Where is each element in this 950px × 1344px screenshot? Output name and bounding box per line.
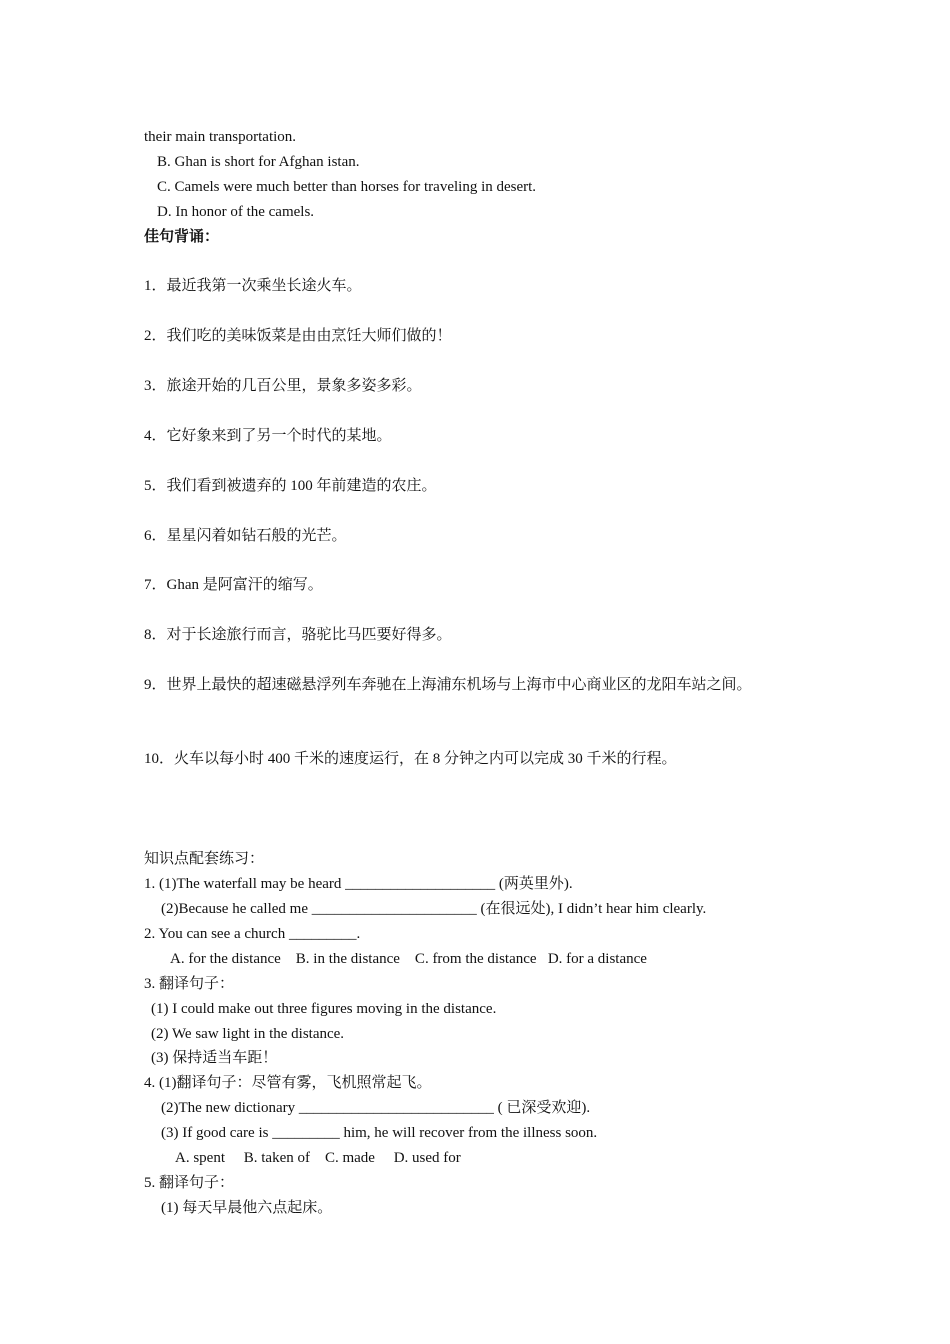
question-2: 2. You can see a church _________. (144, 926, 361, 942)
sentence-item: 6．星星闪着如钻石般的光芒。 (144, 528, 347, 544)
question-4-part-2: (2)The new dictionary __________________________ ( 已深受欢迎). (161, 1100, 591, 1116)
question-3-part-3: (3) 保持适当车距！ (151, 1050, 278, 1066)
question-1-part-2: (2)Because he called me ______________________ (在很远处), I didn’t hear him clearly. (161, 901, 707, 917)
question-5-part-1: (1) 每天早晨他六点起床。 (161, 1200, 333, 1216)
question-5: 5. 翻译句子： (144, 1175, 235, 1191)
question-4-options: A. spent B. taken of C. made D. used for (175, 1150, 461, 1166)
sentence-item: 3．旅途开始的几百公里，景象多姿多彩。 (144, 378, 422, 394)
sentence-item: 2．我们吃的美味饭菜是由由烹饪大师们做的！ (144, 328, 452, 344)
sentences-heading: 佳句背诵： (144, 229, 220, 245)
reading-option-c: C. Camels were much better than horses for traveling in desert. (157, 179, 537, 195)
question-3-part-2: (2) We saw light in the distance. (151, 1026, 345, 1042)
sentence-item: 7．Ghan 是阿富汗的缩写。 (144, 577, 323, 593)
sentence-item: 1．最近我第一次乘坐长途火车。 (144, 278, 362, 294)
question-1-part-1: 1. (1)The waterfall may be heard ____________________ (两英里外). (144, 876, 573, 892)
question-3-part-1: (1) I could make out three figures moving in the distance. (151, 1001, 497, 1017)
sentence-item: 10．火车以每小时 400 千米的速度运行，在 8 分钟之内可以完成 30 千米的行程。 (144, 751, 677, 767)
question-2-options: A. for the distance B. in the distance C. from the distance D. for a distance (170, 951, 647, 967)
sentence-item: 9．世界上最快的超速磁悬浮列车奔驰在上海浦东机场与上海市中心商业区的龙阳车站之间。 (144, 677, 752, 693)
question-4-part-3: (3) If good care is _________ him, he will recover from the illness soon. (161, 1125, 598, 1141)
reading-continuation: their main transportation. (144, 129, 297, 145)
sentence-item: 4．它好象来到了另一个时代的某地。 (144, 428, 392, 444)
question-4-part-1: 4. (1)翻译句子：尽管有雾，飞机照常起飞。 (144, 1075, 432, 1091)
question-3: 3. 翻译句子： (144, 976, 235, 992)
sentence-item: 8．对于长途旅行而言，骆驼比马匹要好得多。 (144, 627, 452, 643)
reading-option-d: D. In honor of the camels. (157, 204, 315, 220)
reading-option-b: B. Ghan is short for Afghan istan. (157, 154, 360, 170)
sentence-item: 5．我们看到被遗弃的 100 年前建造的农庄。 (144, 478, 437, 494)
exercises-heading: 知识点配套练习： (144, 851, 265, 867)
